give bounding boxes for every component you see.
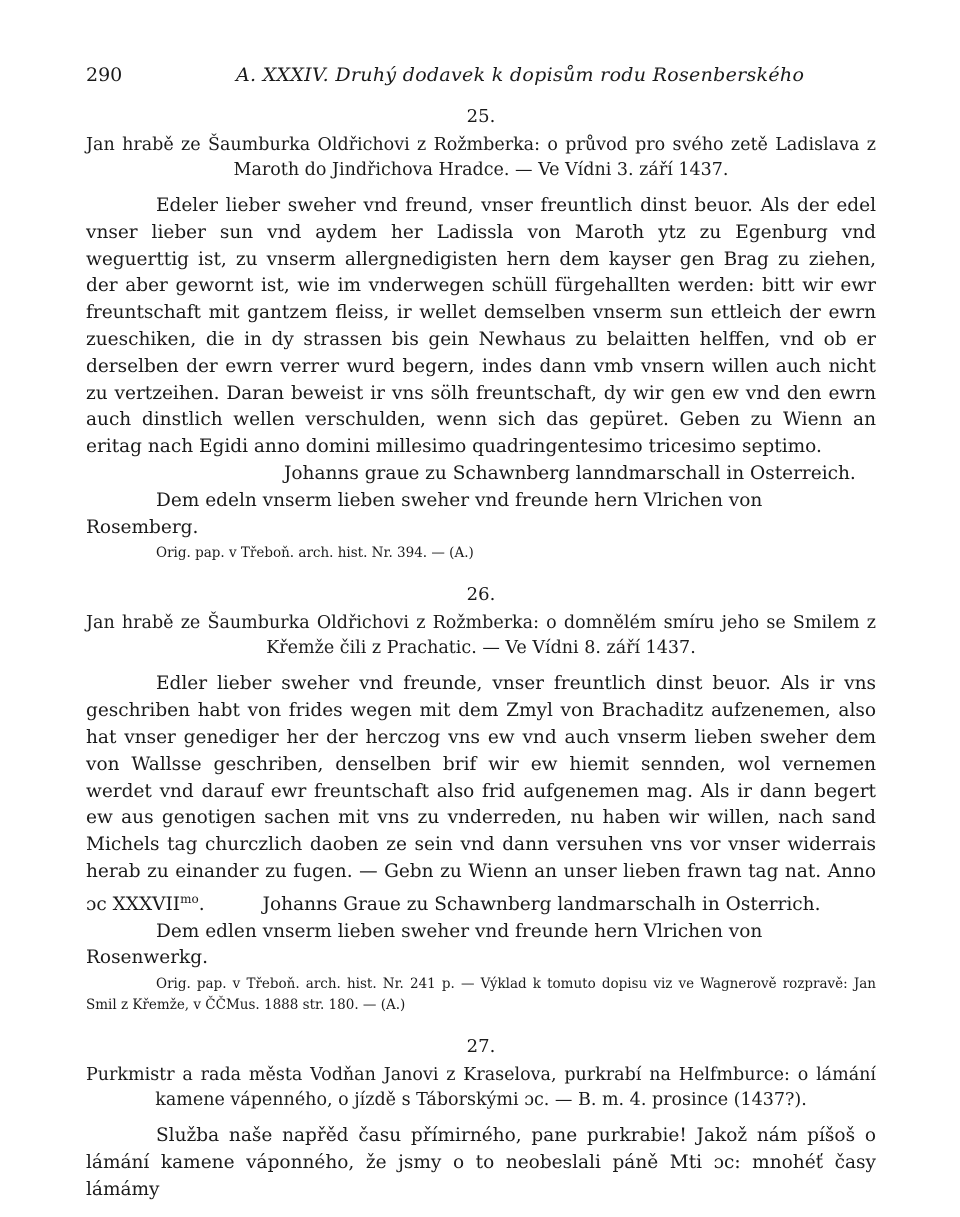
entry-body-end: . [198,893,205,915]
entry-body-text: Edler lieber sweher vnd freunde, vnser freuntlich dinst beuor. Als ir vns geschriben habt von frides wegen mit dem Zmyl von Brachaditz aufzenemen, also hat vnser genediger her der herczog vns ew vnd auch vnserm lieben sweher dem von Wallsse geschriben, denselben brif wir ew hiemit sennden, wol vernemen werdet vnd darauf ewr freuntschaft also frid aufgenemen mag. Als ir dann begert ew aus genotigen sachen mit vns zu vnderreden, nu haben wir willen, nach sand Michels tag churczlich daoben ze sein vnd dann versuhen vns vor vnser widerrais herab zu einander zu fugen. — Gebn zu Wienn an unser lieben frawn tag nat. Anno ɔc XXXVII [86,673,876,915]
entry-number: 25. [466,106,496,127]
page-header [86,58,876,90]
entry-body: Služba naše napřěd času přímirného, pane purkrabie! Jakož nám píšoš o lámání kamene váponného, že jsmy o to neobeslali páně Mti ɔc: mnohéť časy lámámy [86,1125,876,1200]
entry-source: Orig. pap. v Třeboň. arch. hist. Nr. 241 p. — Výklad k tomuto dopisu viz ve Wagnerově rozpravě: Jan Smil z Křemže, v ČČMus. 1888 str. 180. — (A.) [86,976,876,1014]
superscript-mo: mo [180,891,199,906]
entry-27 [86,1036,876,1203]
entry-26 [86,584,876,1016]
entry-body: Edeler lieber sweher vnd freund, vnser freuntlich dinst beuor. Als der edel vnser lieber sun vnd aydem her Ladissla von Maroth ytz zu Egenburg vnd weguerttig ist, zu vnserm allergnedigisten hern dem kayser gen Brag zu ziehen, der aber gewornt ist, wie im vnderwegen schüll fürgehallten werden: bitt wir ewr freuntschaft mit gantzem fleiss, ir wellet demselben vnserm sun ettleich der ewrn zueschiken, die in dy strassen bis gein Newhaus zu belaitten helffen, vnd ob er derselben der ewrn verrer wurd begern, indes dann vmb vnsern willen auch nicht zu vertzeihen. Daran beweist ir vns sölh freuntschaft, dy wir gen ew vnd den ewrn auch dinstlich wellen verschulden, wenn sich das gepüret. Geben zu Wienn an eritag nach Egidi anno domini millesimo quadringentesimo tricesimo septimo. [86,195,876,458]
entry-signature: Johanns Graue zu Schawnberg landmarschalh in Osterrich. [262,893,821,915]
entry-title: Purkmistr a rada města Vodňan Janovi z Kraselova, purkrabí na Helfmburce: o lámání kamene vápenného, o jízdě s Táborskými ɔc. — B. m. 4. prosince (1437?). [86,1065,876,1111]
entry-source: Orig. pap. v Třeboň. arch. hist. Nr. 394. — (A.) [156,545,474,562]
running-title: A. XXXIV. Druhý dodavek k dopisům rodu Rosenberského [236,64,805,86]
entry-number: 27. [466,1036,496,1058]
entry-title: Jan hrabě ze Šaumburka Oldřichovi z Rožmberka: o domnělém smíru jeho se Smilem z Křemže čili z Prachatic. — Ve Vídni 8. září 1437. [86,613,876,659]
entry-signature: Johanns graue zu Schawnberg lanndmarschall in Osterreich. [284,462,856,484]
page-number: 290 [86,64,123,86]
entry-number: 26. [466,584,496,606]
document-page [86,58,876,1204]
entry-25 [86,106,876,564]
entry-body [86,671,876,918]
entry-address: Dem edeln vnserm lieben sweher vnd freunde hern Vlrichen von Rosemberg. [86,489,763,538]
entry-address: Dem edlen vnserm lieben sweher vnd freunde hern Vlrichen von Rosenwerkg. [86,920,763,969]
entry-title: Jan hrabě ze Šaumburka Oldřichovi z Rožmberka: o průvod pro svého zetě Ladislava z Maroth do Jindřichova Hradce. — Ve Vídni 3. září 1437. [86,135,876,180]
